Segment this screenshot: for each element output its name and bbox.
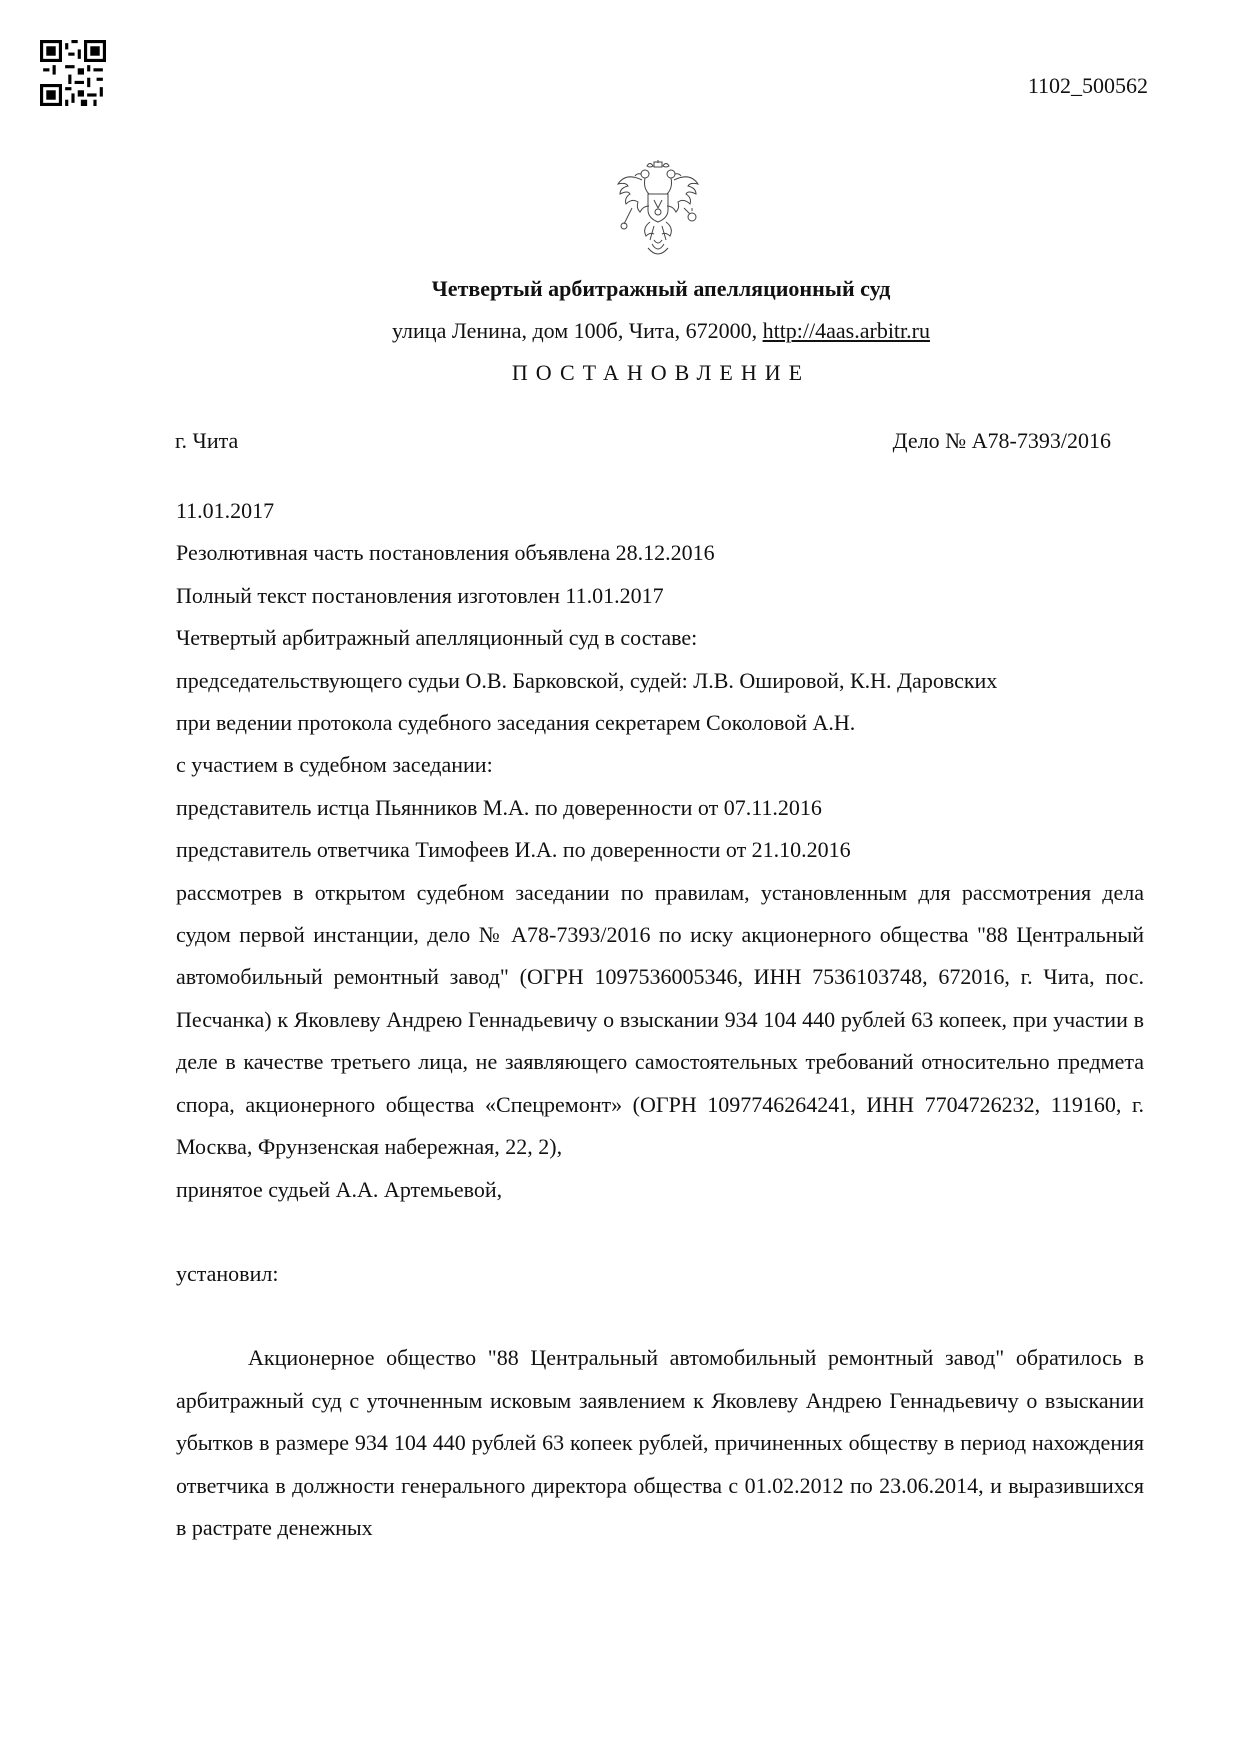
defendant-representative: представитель ответчика Тимофеев И.А. по доверенности от 21.10.2016 <box>176 837 851 863</box>
decision-date: 11.01.2017 <box>176 498 275 523</box>
coat-of-arms-icon <box>614 160 702 260</box>
court-address <box>0 318 1241 344</box>
full-text-line: Полный текст постановления изготовлен 11.01.2017 <box>176 582 664 608</box>
document-type-heading: ПОСТАНОВЛЕНИЕ <box>511 360 811 385</box>
qr-code-icon <box>40 40 106 106</box>
judges-line: председательствующего судьи О.В. Барковской, судей: Л.В. Ошировой, К.Н. Даровских <box>176 667 998 693</box>
established-heading: установил: <box>176 1260 279 1286</box>
city: г. Чита <box>175 428 239 453</box>
case-number: Дело № А78-7393/2016 <box>892 428 1111 453</box>
participants-heading: с участием в судебном заседании: <box>176 752 493 778</box>
address-text: улица Ленина, дом 100б, Чита, 672000, <box>392 318 758 343</box>
court-website-link[interactable]: http://4aas.arbitr.ru <box>762 318 930 343</box>
spacer <box>176 1211 1144 1253</box>
secretary-line: при ведении протокола судебного заседания секретарем Соколовой А.Н. <box>176 710 856 736</box>
consideration-paragraph: рассмотрев в открытом судебном заседании по правилам, установленным для рассмотрения дела судом первой инстанции, дело № А78-7393/2016 по иску акционерного общества "88 Центральный автомобильный ремонтный завод" (ОГРН 1097536005346, ИНН 7536103748, 672016, г. Чита, пос. Песчанка) к Яковлеву Андрею Геннадьевичу о взыскании 934 104 440 рублей 63 копеек, при участии в деле в качестве третьего лица, не заявляющего самостоятельных требований относительно предмета спора, акционерного общества «Спецремонт» (ОГРН 1097746264241, ИНН 7704726232, 119160, г. Москва, Фрунзенская набережная, 22, 2), <box>176 879 1144 1160</box>
operative-part-line: Резолютивная часть постановления объявлена 28.12.2016 <box>176 540 715 566</box>
plaintiff-representative: представитель истца Пьянников М.А. по доверенности от 07.11.2016 <box>176 794 822 820</box>
spacer <box>176 1295 1144 1337</box>
court-name: Четвертый арбитражный апелляционный суд <box>431 276 891 301</box>
main-paragraph: Акционерное общество "88 Центральный автомобильный ремонтный завод" обратилось в арбитражный суд с уточненным исковым заявлением к Яковлеву Андрею Геннадьевичу о взыскании убытков в размере 934 104 440 рублей 63 копеек рублей, причиненных обществу в период нахождения ответчика в должности генерального директора общества с 01.02.2012 по 23.06.2014, и выразившихся в растрате денежных <box>176 1345 1144 1540</box>
document-body <box>176 490 1144 1549</box>
document-number: 1102_500562 <box>1027 73 1148 98</box>
accepted-by-line: принятое судьей А.А. Артемьевой, <box>176 1176 503 1202</box>
court-composition-line: Четвертый арбитражный апелляционный суд в составе: <box>176 625 698 651</box>
